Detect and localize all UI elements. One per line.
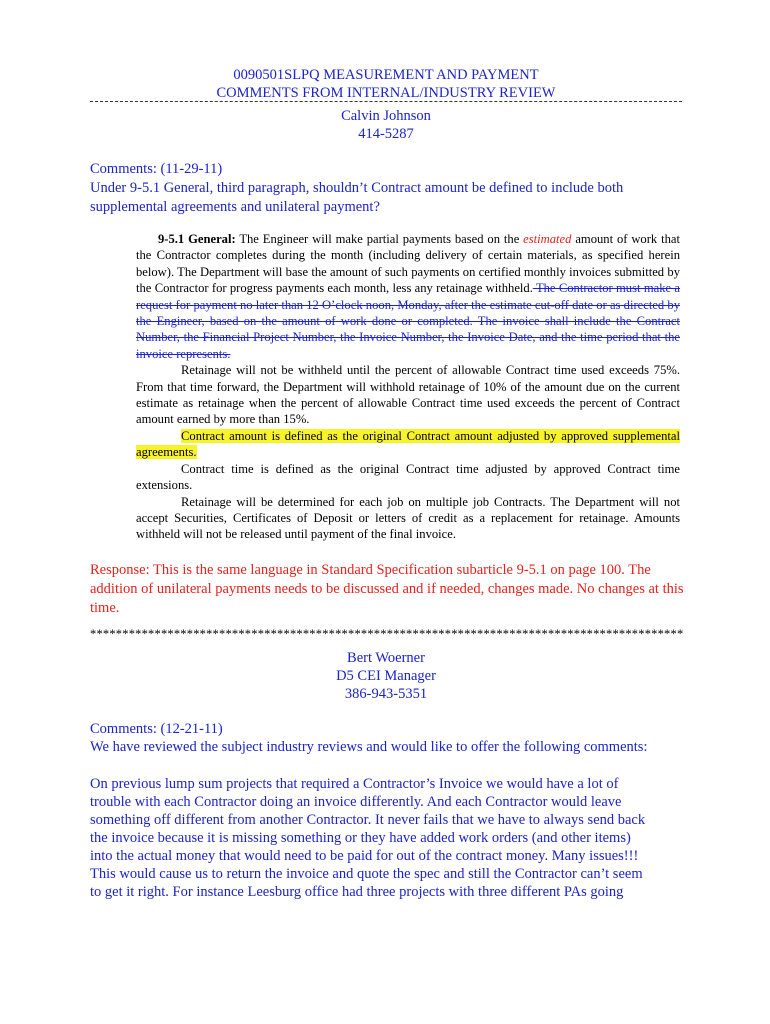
document-title: 0090501SLPQ MEASUREMENT AND PAYMENT	[233, 67, 539, 83]
comment-body-2	[90, 775, 686, 901]
response-text: Response: This is the same language in Standard Specification subarticle 9-5.1 on page 100. The addition of unilateral payments needs to be discussed and if needed, changes made. No changes at this time.	[90, 562, 684, 616]
comment-date: Comments: (12-21-11)	[90, 721, 223, 737]
estimated-word: estimated	[523, 232, 572, 246]
spec-quote	[136, 231, 680, 543]
comment-line: something off different from another Contractor. It never fails that we have to always send back	[90, 812, 646, 828]
document-subtitle: COMMENTS FROM INTERNAL/INDUSTRY REVIEW	[216, 85, 556, 101]
comment-intro: We have reviewed the subject industry reviews and would like to offer the following comments:	[90, 739, 648, 755]
comment-line: On previous lump sum projects that required a Contractor’s Invoice we would have a lot of	[90, 776, 619, 792]
document-header	[90, 66, 682, 102]
spec-text: The Engineer will make partial payments based on the	[235, 232, 524, 246]
comment-text: Under 9-5.1 General, third paragraph, shouldn’t Contract amount be defined to include both supplemental agreements and unilateral payment?	[90, 180, 624, 215]
struck-text: The Contractor must make a request for payment no later than 12 O’clock noon, Monday, after the estimate cut-off date or as directed by the Engineer, based on the amount of work done or completed. The invoice shall include the Contract Number, the Financial Project Number, the Invoice Number, the Invoice Date, and the time period that the invoice represents.	[136, 281, 680, 361]
reviewer-block-2	[90, 649, 682, 703]
spec-heading: 9-5.1 General:	[158, 232, 236, 246]
comment-line: This would cause us to return the invoice and quote the spec and still the Contractor can’t seem	[90, 866, 643, 882]
reviewer-phone: 386-943-5351	[344, 686, 428, 702]
reviewer-block-1	[90, 107, 682, 143]
comment-line: trouble with each Contractor doing an invoice differently. And each Contractor would leave	[90, 794, 622, 810]
dashed-divider	[90, 101, 682, 102]
spec-paragraph-3	[136, 428, 680, 461]
spec-paragraph-2: Retainage will not be withheld until the percent of allowable Contract time used exceeds 75%. From that time forward, the Department will withhold retainage of 10% of the amount due on the current estimate as retainage when the percent of allowable Contract time used exceeds the percent of Contract amount earned by more than 15%.	[136, 363, 680, 427]
comment-date: Comments: (11-29-11)	[90, 161, 223, 177]
highlighted-text: Contract amount is defined as the original Contract amount adjusted by approved supplemental agreements.	[136, 428, 680, 460]
reviewer-name: Bert Woerner	[347, 650, 425, 666]
spec-paragraph-5: Retainage will be determined for each job on multiple job Contracts. The Department will not accept Securities, Certificates of Deposit or letters of credit as a replacement for retainage. Amounts withheld will not be released until payment of the final invoice.	[136, 494, 680, 542]
spec-paragraph-1	[136, 231, 680, 362]
reviewer-title: D5 CEI Manager	[336, 668, 436, 684]
spec-text: amount of work that the Contractor completes during the month (including delivery of certain materials, as specified herein below). The Department will base the amount of such payments on certified monthly invoices submitted by the Contractor for progress payments each month, less any retainage withheld.	[136, 232, 680, 296]
comment-block-2	[90, 720, 686, 756]
asterisk-separator: ********************************************************************************************	[90, 627, 684, 641]
reviewer-phone: 414-5287	[358, 126, 414, 142]
comment-line: the invoice because it is missing something or they have added work orders (and other items)	[90, 830, 631, 846]
reviewer-name: Calvin Johnson	[341, 108, 431, 124]
comment-block-1	[90, 160, 682, 217]
comment-line: to get it right. For instance Leesburg office had three projects with three different PAs going	[90, 884, 624, 900]
spec-paragraph-4: Contract time is defined as the original Contract time adjusted by approved Contract time extensions.	[136, 461, 680, 493]
comment-line: into the actual money that would need to be paid for out of the contract money. Many issues!!!	[90, 848, 639, 864]
